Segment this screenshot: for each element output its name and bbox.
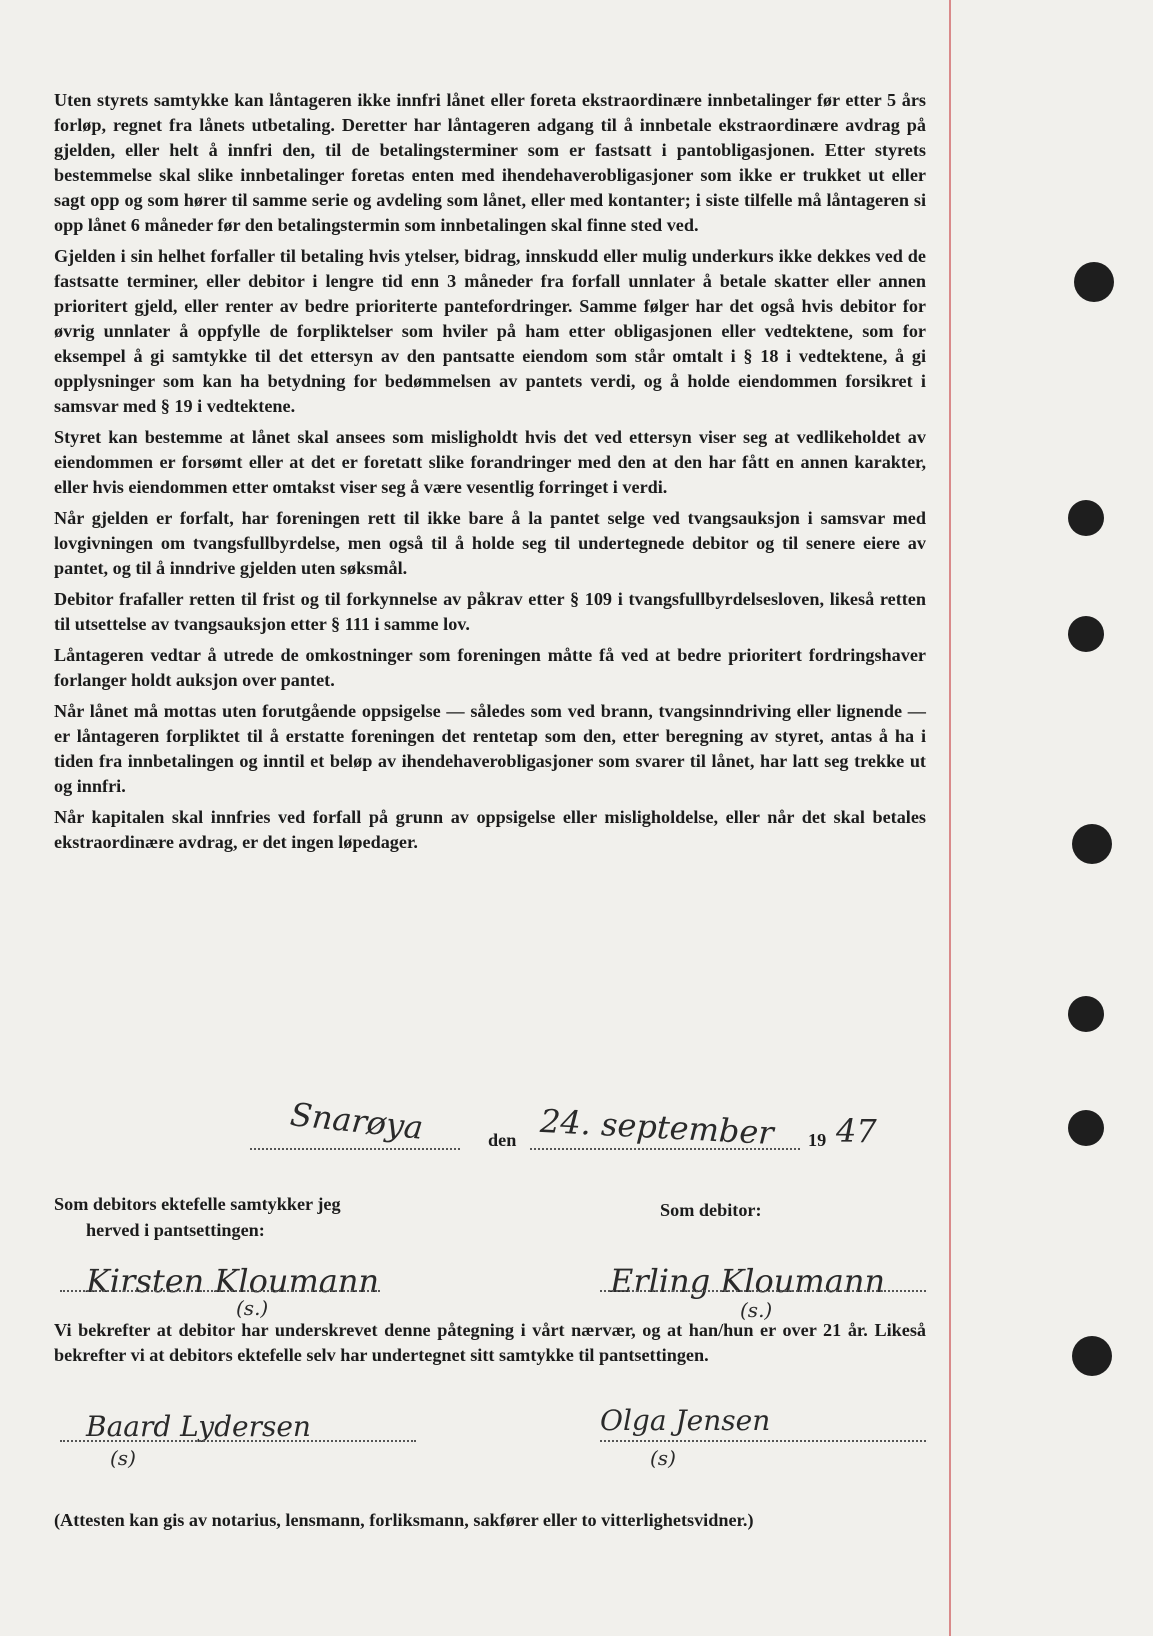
punch-hole-4 [1072, 824, 1112, 864]
paragraph-interest-loss: Når lånet må mottas uten forutgående oppsigelse — således som ved brann, tvangsinndriving eller lignende — er låntageren forpliktet til å erstatte foreningen det rentetap som den, etter beregning av styret, antas å ha i tiden fra innbetalingen og inntil et beløp av ihendehaverobligasjoner som svarer til lånet, har latt seg trekke ut og innfri. [54, 701, 926, 796]
paragraph-early-repayment: Uten styrets samtykke kan låntageren ikke innfri lånet eller foreta ekstraordinære innbetalinger før etter 5 års forløp, regnet fra lånets utbetaling. Deretter har låntageren adgang til å innbetale ekstraordinære avdrag på gjelden, eller helt å innfri den, til de betalingsterminer som er fastsatt i pantobligasjonen. Etter styrets bestemmelse skal slike innbetalinger foretas enten med ihendehaverobligasjoner som ikke er trukket ut eller sagt opp og som hører til samme serie og avdeling som lånet, eller med kontanter; i siste tilfelle må låntageren si opp lånet 6 måneder før den betalingstermin som innbetalingen skal finne sted ved. [54, 90, 926, 235]
punch-hole-3 [1068, 616, 1104, 652]
paragraph-forced-sale: Når gjelden er forfalt, har foreningen rett til ikke bare å la pantet selge ved tvangsauksjon i samsvar med lovgivningen om tvangsfullbyrdelse, men også til å holde seg til undertegnede debitor og til senere eiere av pantet, og til å inndrive gjelden uten søksmål. [54, 508, 926, 578]
punch-hole-5 [1068, 996, 1104, 1032]
place-line [250, 1148, 460, 1150]
place-handwritten: Snarøya [288, 1095, 425, 1147]
debtor-signature-line [600, 1290, 926, 1292]
debtor-signature: Erling Kloumann [610, 1262, 886, 1300]
paragraph-no-grace-days: Når kapitalen skal innfries ved forfall på grunn av oppsigelse eller misligholdelse, eller når det skal betales ekstraordinære avdrag, er det ingen løpedager. [54, 807, 926, 852]
spouse-signature: Kirsten Kloumann [86, 1262, 380, 1300]
paragraph-maintenance: Styret kan bestemme at lånet skal ansees som misligholdt hvis det ved ettersyn viser seg at vedlikeholdet av eiendommen er forsømt eller at det er foretatt slike forandringer med den at den har fått en annen karakter, eller hvis eiendommen etter omtakst viser seg å være vesentlig forringet i verdi. [54, 427, 926, 497]
punch-hole-7 [1072, 1336, 1112, 1376]
den-label: den [488, 1130, 517, 1150]
spouse-consent-line1: Som debitors ektefelle samtykker jeg [54, 1194, 341, 1214]
witness-2-signature: Olga Jensen [600, 1404, 771, 1437]
witness-2-seal: (s) [650, 1446, 676, 1470]
debtor-seal: (s.) [740, 1298, 773, 1322]
spouse-seal: (s.) [236, 1296, 269, 1320]
spouse-consent-line2: herved i pantsettingen: [86, 1220, 265, 1240]
punch-hole-2 [1068, 500, 1104, 536]
date-handwritten: 24. september [539, 1101, 775, 1153]
punch-hole-1 [1074, 262, 1114, 302]
attestation-text: Vi bekrefter at debitor har underskrevet denne påtegning i vårt nærvær, og at han/hun er over 21 år. Likeså bekrefter vi at debitors ektefelle selv har undertegnet sitt samtykke til pantsettingen. [54, 1320, 926, 1365]
terms-body [54, 88, 926, 861]
date-line [530, 1148, 800, 1150]
punch-hole-6 [1068, 1110, 1104, 1146]
spouse-signature-line [60, 1290, 380, 1292]
witness-2-line [600, 1440, 926, 1442]
witness-1-seal: (s) [110, 1446, 136, 1470]
year-prefix: 19 [808, 1130, 827, 1150]
paragraph-costs: Låntageren vedtar å utrede de omkostninger som foreningen måtte få ved at bedre prioritert fordringshaver forlanger holdt auksjon over pantet. [54, 645, 926, 690]
debtor-label: Som debitor: [660, 1200, 762, 1220]
year-handwritten: 47 [836, 1112, 877, 1150]
paragraph-waiver: Debitor frafaller retten til frist og til forkynnelse av påkrav etter § 109 i tvangsfullbyrdelsesloven, likeså retten til utsettelse av tvangsauksjon etter § 111 i samme lov. [54, 589, 926, 634]
margin-rule [949, 0, 951, 1636]
attestation-footnote: (Attesten kan gis av notarius, lensmann, forliksmann, sakfører eller to vitterlighetsvidner.) [54, 1510, 754, 1530]
witness-1-signature: Baard Lydersen [86, 1410, 311, 1443]
paragraph-default: Gjelden i sin helhet forfaller til betaling hvis ytelser, bidrag, innskudd eller mulig underkurs ikke dekkes ved de fastsatte terminer, eller debitor i lengre tid enn 3 måneder fra forfall unnlater å betale skatter eller annen prioritert gjeld, eller renter av bedre prioriterte pantefordringer. Samme følger har det også hvis debitor for øvrig unnlater å oppfylle de forpliktelser som hviler på ham etter obligasjonen eller vedtektene, som for eksempel å gi samtykke til det ettersyn av den pantsatte eiendom som står omtalt i § 18 i vedtektene, å gi opplysninger som kan ha betydning for bedømmelsen av pantets verdi, og å holde eiendommen forsikret i samsvar med § 19 i vedtektene. [54, 246, 926, 416]
witness-1-line [60, 1440, 416, 1442]
